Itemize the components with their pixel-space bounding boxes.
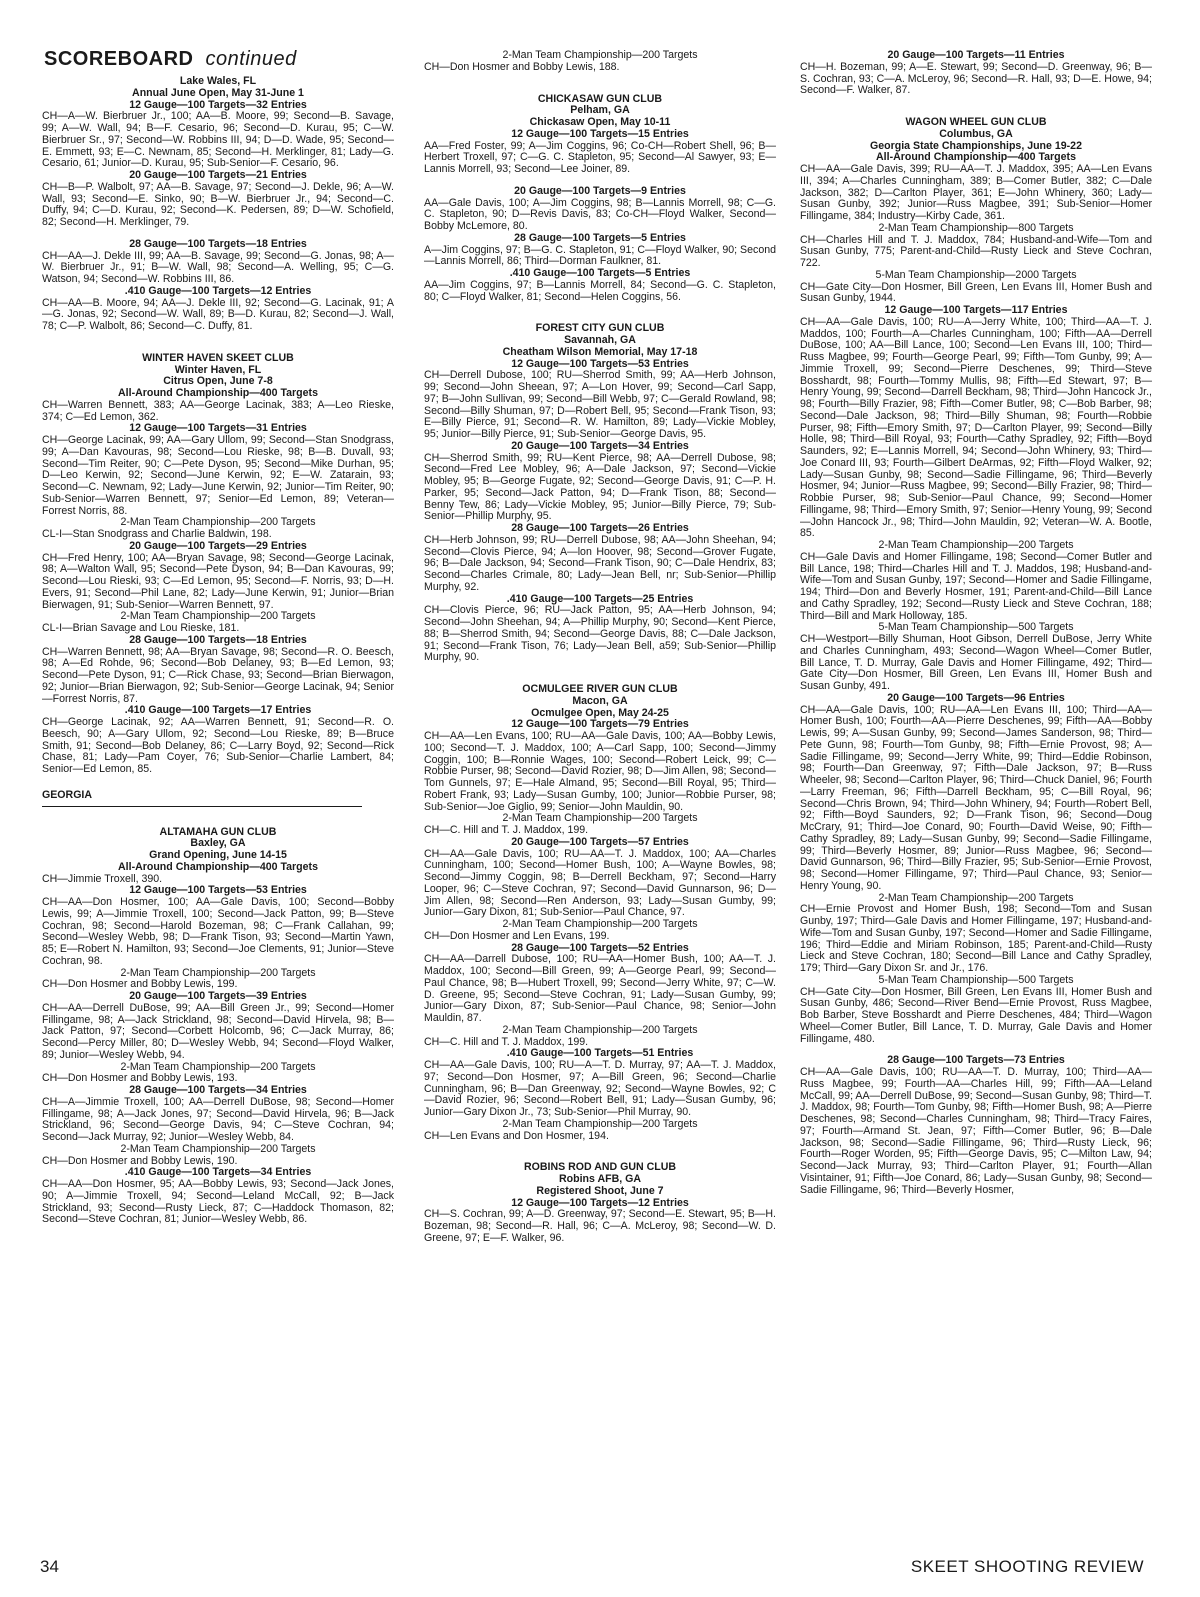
result-paragraph: CH—AA—Derrell DuBose, 99; AA—Bill Green Jr., 99; Second—Homer Fillingame, 98; A—Jack Strickland, 98; Second—David Hirvela, 98; B—Jack Patton, 97; Second—Corbett Holcomb, 96; C—Jack Murray, 86; Second—Percy Miller, 80; D—Wesley Webb, 94; Second—Floyd Walker, 89; Junior—Wesley Webb, 94.: [42, 1001, 394, 1061]
team-championship-heading: 5-Man Team Championship—2000 Targets: [875, 268, 1077, 281]
result-paragraph: CH—AA—Len Evans, 100; RU—AA—Gale Davis, 100; AA—Bobby Lewis, 100; Second—T. J. Maddox, 100; A—Carl Sapp, 100; Second—Jimmy Coggin, 100; B—Ronnie Wages, 100; Second—Robert Leick, 99; C—Robbie Purser, 98; Second—David Rozier, 98; D—Jim Allen, 98; Second—Tom Gunnels, 97; E—Hale Almand, 95; Second—Bill Royal, 95; Third—Robert Frank, 93; Lady—Susan Gumby, 100; Junior—Robbie Purser, 98; Sub-Senior—Joe Giglio, 99; Senior—John Mauldin, 90.: [424, 730, 776, 813]
result-paragraph: CH—Ernie Provost and Homer Bush, 198; Second—Tom and Susan Gunby, 197; Third—Gale Davis and Homer Fillingame, 197; Husband-and-Wife—Tom and Susan Gunby, 197; Second—Homer and Sadie Fillingame, 196; Third—Eddie and Miriam Robinson, 185; Parent-and-Child—Rusty Lieck and Steve Cochran, 180; Second—Bill Lance and Cathy Spradley, 179; Third—Gary Dixon Sr. and Jr., 176.: [800, 903, 1152, 974]
section-heading: Macon, GA: [572, 694, 628, 707]
section-heading: 28 Gauge—100 Targets—34 Entries: [129, 1084, 307, 1096]
team-championship-heading: 2-Man Team Championship—200 Targets: [120, 1142, 316, 1155]
result-paragraph: CH—A—Jimmie Troxell, 100; AA—Derrell DuBose, 98; Second—Homer Fillingame, 98; A—Jack Jones, 97; Second—David Hirvela, 96; B—Jack Strickland, 96; Second—George Davis, 94; C—Steve Cochran, 94; Second—Jack Murray, 92; Junior—Wesley Webb, 84.: [42, 1095, 394, 1143]
section-heading: 12 Gauge—100 Targets—79 Entries: [511, 718, 689, 731]
section-heading: 20 Gauge—100 Targets—96 Entries: [887, 691, 1065, 704]
result-paragraph: CL-I—Brian Savage and Lou Rieske, 181.: [42, 622, 240, 634]
result-paragraph: AA—Gale Davis, 100; A—Jim Coggins, 98; B—Lannis Morrell, 98; C—G. C. Stapleton, 90; D—Revis Davis, 83; Co-CH—Floyd Walker, Second—Bobby McLemore, 80.: [424, 196, 776, 232]
section-heading: Cheatham Wilson Memorial, May 17-18: [502, 345, 698, 358]
result-paragraph: CH—Warren Bennett, 98; AA—Bryan Savage, 98; Second—R. O. Beesch, 98; A—Ed Rohde, 96; Second—Bob Delaney, 93; B—Ed Lemon, 93; Second—Pete Dyson, 91; C—Rick Chase, 93; Second—Brian Bierwagon, 92; Junior—Brian Bierwagon, 92; Sub-Senior—George Lacinak, 94; Senior—Forrest Norris, 87.: [42, 645, 394, 705]
result-paragraph: CH—AA—Gale Davis, 100; RU—AA—T. D. Murray, 100; Third—AA—Russ Magbee, 99; Fourth—AA—Charles Hill, 99; Fifth—AA—Leland McCall, 99; AA—Derrell DuBose, 99; Second—Susan Gunby, 98; Third—T. J. Maddox, 98; Fourth—Tom Gunby, 98; Fifth—Homer Bush, 98; A—Pierre Deschenes, 98; Second—Charles Cunningham, 98; Third—Tracy Faires, 97; Fourth—Armand St. Jean, 97; Fifth—Comer Butler, 96; B—Dale Jackson, 98; Second—Sadie Fillingame, 96; Third—Rusty Lieck, 96; Fourth—Roger Worden, 95; Fifth—George Davis, 95; C—Milton Law, 94; Second—Jack Murray, 93; Third—Carlton Player, 91; Fourth—Allan Visintainer, 91; Fifth—Joe Conard, 86; Lady—Susan Gunby, 98; Second—Sadie Fillingame, 96; Third—Beverly Hosmer,: [800, 1066, 1152, 1196]
result-paragraph: CH—AA—Gale Davis, 100; RU—A—Jerry White, 100; Third—AA—T. J. Maddos, 100; Fourth—A—Charles Cunningham, 100; Fifth—AA—Derrell DuBose, 100; AA—Bill Lance, 100; Second—Len Evans III, 100; Third—Russ Magbee, 99; Fourth—George Pearl, 99; Fifth—Tom Gunby, 99; A—Jimmie Troxell, 99; Second—Pierre Deschenes, 99; Third—Steve Bosshardt, 98; Fourth—Tommy Mullis, 98; Fifth—Ed Stewart, 97; B—Henry Young, 99; Second—Darrell Beckham, 98; Third—John Hancock Jr., 98; Fourth—Billy Frazier, 98; Fifth—Comer Butler, 98; C—Bob Barber, 98; Second—Dale Jackson, 98; Third—Billy Shuman, 98; Fourth—Robbie Purser, 98; Fifth—Emory Smith, 97; D—Carlton Player, 99; Second—Billy Holle, 98; Third—Bill Royal, 93; Fourth—Cathy Spradley, 92; Fifth—Boyd Saunders, 92; E—Lannis Morrell, 94; Second—John Whinery, 93; Third—Joe Conard III, 93; Fourth—Gilbert DeArmas, 92; Fifth—Floyd Walker, 92; Lady—Susan Gunby, 98; Second—Sadie Fillingame, 96; Third—Beverly Hosmer, 94; Junior—Russ Magbee, 99; Second—Billy Frazier, 98; Third—Robbie Purser, 98; Sub-Senior—Paul Chance, 99; Second—Homer Fillingame, 98; Third—Emory Smith, 97; Senior—Henry Young, 99; Second—John Hancock Jr., 98; Third—John Mauldin, 92; Veteran—W. A. Bootle, 85.: [800, 315, 1152, 540]
section-heading: Winter Haven, FL: [174, 363, 262, 376]
section-heading: 12 Gauge—100 Targets—117 Entries: [884, 304, 1068, 316]
result-paragraph: CH—George Lacinak, 92; AA—Warren Bennett, 91; Second—R. O. Beesch, 90; A—Gary Ullom, 92; Second—Lou Rieske, 89; B—Bruce Smith, 91; Second—Bob Delaney, 86; C—Larry Boyd, 92; Second—Rick Chase, 81; Lady—Pam Coyer, 76; Sub-Senior—Charlie Lambert, 84; Senior—Ed Lemon, 85.: [42, 716, 394, 775]
club-heading: CHICKASAW GUN CLUB: [537, 92, 663, 105]
section-heading: 28 Gauge—100 Targets—5 Entries: [514, 231, 686, 244]
club-heading: FOREST CITY GUN CLUB: [535, 322, 665, 335]
section-heading: Citrus Open, June 7-8: [163, 375, 273, 388]
section-heading: 12 Gauge—100 Targets—31 Entries: [129, 422, 307, 435]
result-paragraph: CH—Don Hosmer and Bobby Lewis, 199.: [42, 978, 238, 991]
section-heading: Grand Opening, June 14-15: [149, 849, 287, 861]
team-championship-heading: 2-Man Team Championship—200 Targets: [878, 891, 1074, 904]
page-number: 34: [40, 1557, 59, 1576]
result-paragraph: CH—Gate City—Don Hosmer, Bill Green, Len Evans III, Homer Bush and Susan Gunby, 486; Second—River Bend—Ernie Provost, Russ Magbee, Bob Barber, Steve Bosshardt and Pierre Deschenes, 484; Third—Wagon Wheel—Comer Butler, Bill Lance, T. D. Murray, Gale Davis and Homer Fillingame, 480.: [800, 985, 1152, 1045]
result-paragraph: CH—AA—Gale Davis, 100; RU—AA—T. J. Maddox, 100; AA—Charles Cunningham, 100; Second—Homer Bush, 100; A—Wayne Bowles, 98; Second—Jimmy Coggin, 98; B—Derrell Beckham, 97; Second—Harry Looper, 96; C—Steve Cochran, 97; Second—David Gunnarson, 96; D—Jim Allen, 98; Second—Ren Anderson, 93; Lady—Susan Gumby, 99; Junior—Gary Dixon, 81; Sub-Senior—Paul Chance, 97.: [424, 847, 776, 919]
page-title-main: SCOREBOARD: [44, 48, 194, 70]
section-heading: All-Around Championship—400 Targets: [876, 151, 1076, 164]
section-heading: 12 Gauge—100 Targets—53 Entries: [511, 357, 689, 370]
result-paragraph: CH—H. Bozeman, 99; A—E. Stewart, 99; Second—D. Greenway, 96; B—S. Cochran, 93; C—A. McLeroy, 96; Second—R. Hall, 93; D—E. Howe, 94; Second—F. Walker, 87.: [800, 60, 1152, 97]
section-heading: .410 Gauge—100 Targets—12 Entries: [124, 284, 312, 297]
result-paragraph: CH—Herb Johnson, 99; RU—Derrell Dubose, 98; AA—John Sheehan, 94; Second—Clovis Pierce, 94; A—lon Hoover, 98; Second—Grover Fugate, 96; B—Dale Jackson, 94; Second—Frank Tison, 90; C—Dale Hendrix, 83; Second—Charles Crimale, 80; Lady—Jean Bell, nr; Sub-Senior—Phillip Murphy, 92.: [424, 533, 776, 593]
section-heading: Savannah, GA: [564, 334, 636, 346]
section-heading: 20 Gauge—100 Targets—34 Entries: [511, 439, 689, 452]
section-heading: 28 Gauge—100 Targets—73 Entries: [887, 1054, 1065, 1067]
section-heading: Registered Shoot, June 7: [536, 1184, 664, 1197]
result-paragraph: CH—AA—Don Hosmer, 100; AA—Gale Davis, 100; Second—Bobby Lewis, 99; A—Jimmie Troxell, 100; Second—Jack Patton, 99; B—Steve Cochran, 98; Second—Harold Bozeman, 98; C—Frank Callahan, 99; Second—Wesley Webb, 98; D—Frank Tison, 93; Second—Martin Yawn, 85; E—Robert N. Hamilton, 93; Second—Joe Clements, 91; Junior—Steve Cochran, 98.: [42, 896, 394, 967]
club-heading: ROBINS ROD AND GUN CLUB: [523, 1161, 677, 1174]
result-paragraph: CH—AA—Gale Davis, 100; RU—A—T. D. Murray, 97; AA—T. J. Maddox, 97; Second—Don Hosmer, 97; A—Bill Green, 96; Second—Charlie Cunningham, 96; B—Dan Greenway, 92; Second—Wayne Bowles, 92; C—David Rozier, 96; Second—Robert Bell, 91; Lady—Susan Gumby, 96; Junior—Gary Dixon Jr., 73; Sub-Senior—Phil Murray, 90.: [424, 1059, 776, 1118]
section-heading: 12 Gauge—100 Targets—12 Entries: [511, 1196, 689, 1209]
region-heading: GEORGIA: [42, 790, 362, 807]
section-heading: Baxley, GA: [190, 837, 246, 850]
team-championship-heading: 2-Man Team Championship—800 Targets: [878, 221, 1074, 234]
section-heading: .410 Gauge—100 Targets—51 Entries: [506, 1047, 694, 1060]
result-paragraph: CH—AA—Gale Davis, 100; RU—AA—Len Evans III, 100; Third—AA—Homer Bush, 100; Fourth—AA—Pierre Deschenes, 99; Fifth—AA—Bobby Lewis, 99; A—Susan Gunby, 99; Second—James Sanderson, 98; Third—Pete Gunn, 98; Fourth—Tom Gunby, 98; Fifth—Ernie Provost, 98; A—Sadie Fillingame, 99; Second—Jerry White, 99; Third—Eddie Robinson, 98; Fourth—Dan Greenway, 97; Fifth—Dale Jackson, 97; B—Russ Wheeler, 98; Second—Carlton Player, 96; Third—Chuck Daniel, 96; Fourth—Larry Freeman, 96; Fifth—Darrell Beckham, 95; C—Bill Royal, 96; Second—Chris Brown, 94; Third—John Whinery, 94; Fourth—Robert Bell, 92; Fifth—Boyd Saunders, 92; D—Frank Tison, 96; Second—Doug McCrary, 91; Third—Joe Conard, 90; Fourth—David Weise, 90; Fifth—Cathy Spradley, 89; Lady—Susan Gunby, 99; Second—Sadie Fillingame, 99; Third—Beverly Hosmer, 89; Junior—Russ Magbee, 96; Second—David Gunnarson, 96; Third—Billy Frazier, 95; Sub-Senior—Ernie Provost, 98; Second—Homer Fillingame, 97; Third—Paul Chance, 93; Senior—Henry Young, 90.: [800, 703, 1152, 892]
team-championship-heading: 2-Man Team Championship—200 Targets: [502, 918, 698, 930]
result-paragraph: CH—Derrell Dubose, 100; RU—Sherrod Smith, 99; AA—Herb Johnson, 99; Second—John Sheean, 97; A—Lon Hover, 99; Second—Carl Sapp, 97; B—John Sullivan, 99; Second—Bill Webb, 97; C—Gerald Rowland, 98; Second—Billy Shuman, 97; D—Robert Bell, 95; Second—Frank Tison, 93; E—Billy Pierce, 91; Second—R. W. Hamilton, 89; Lady—Vickie Mobley, 95; Junior—Billy Pierce, 91; Sub-Senior—George Davis, 95.: [424, 369, 776, 440]
section-heading: 28 Gauge—100 Targets—26 Entries: [511, 522, 689, 534]
section-heading: 12 Gauge—100 Targets—32 Entries: [129, 98, 307, 111]
section-heading: Georgia State Championships, June 19-22: [870, 139, 1082, 152]
result-paragraph: CH—C. Hill and T. J. Maddox, 199.: [424, 1035, 589, 1048]
result-paragraph: CH—George Lacinak, 99; AA—Gary Ullom, 99; Second—Stan Snodgrass, 99; A—Dan Kavouras, 98; Second—Lou Rieske, 98; B—B. Duvall, 93; Second—Tim Reiter, 90; C—Pete Dyson, 95; Second—Mike Durhan, 95; D—Leo Kerwin, 92; Second—June Kerwin, 92; E—W. Zatarain, 93; Second—C. Newnam, 92; Lady—June Kerwin, 92; Junior—Tim Reiter, 90; Sub-Senior—Warren Bennett, 97; Senior—Ed Lemon, 89; Veteran—Forrest Norris, 88.: [42, 434, 394, 517]
team-championship-heading: 2-Man Team Championship—200 Targets: [878, 539, 1074, 551]
result-paragraph: CH—Don Hosmer and Bobby Lewis, 190.: [42, 1154, 238, 1167]
page-title: [44, 48, 297, 71]
result-paragraph: A—Jim Coggins, 97; B—G. C. Stapleton, 91; C—Floyd Walker, 90; Second—Lannis Morrell, 86; Third—Dorman Faulkner, 81.: [424, 243, 776, 268]
result-paragraph: CH—Westport—Billy Shuman, Hoot Gibson, Derrell DuBose, Jerry White and Charles Cunningham, 493; Second—Wagon Wheel—Comer Butler, Bill Lance, T. D. Murray, Gale Davis and Homer Fillingame, 492; Third—Gate City—Don Hosmer, Bill Green, Len Evans III, Homer Bush and Susan Gunby, 491.: [800, 633, 1152, 692]
section-heading: 28 Gauge—100 Targets—52 Entries: [511, 941, 689, 954]
result-paragraph: CH—Don Hosmer and Len Evans, 199.: [424, 929, 610, 942]
text-column-1: [42, 76, 394, 1226]
section-heading: .410 Gauge—100 Targets—25 Entries: [506, 592, 694, 605]
result-paragraph: CH—Sherrod Smith, 99; RU—Kent Pierce, 98; AA—Derrell Dubose, 98; Second—Fred Lee Mobley, 96; A—Dale Jackson, 97; Second—Vickie Mobley, 95; B—George Fugate, 92; Second—George Davis, 91; C—P. H. Parker, 95; Second—Jack Patton, 94; D—Frank Tison, 88; Second—Benny Tew, 86; Lady—Vickie Mobley, 95; Junior—Billy Pierce, 79; Sub-Senior—Phillip Murphy, 95.: [424, 451, 776, 523]
result-paragraph: CH—Don Hosmer and Bobby Lewis, 193.: [42, 1072, 238, 1085]
section-heading: Ocmulgee Open, May 24-25: [531, 706, 669, 719]
result-paragraph: CH—AA—Gale Davis, 399; RU—AA—T. J. Maddox, 395; AA—Len Evans III, 394; A—Charles Cunningham, 389; B—Comer Butler, 382; C—Dale Jackson, 382; D—Carlton Player, 361; E—John Whinery, 360; Lady—Susan Gunby, 392; Junior—Russ Magbee, 391; Sub-Senior—Homer Fillingame, 384; Industry—Kirby Cade, 361.: [800, 163, 1152, 222]
result-paragraph: CH—Don Hosmer and Bobby Lewis, 188.: [424, 60, 620, 73]
section-heading: 20 Gauge—100 Targets—29 Entries: [129, 539, 307, 552]
result-paragraph: CH—Len Evans and Don Hosmer, 194.: [424, 1129, 609, 1142]
section-heading: .410 Gauge—100 Targets—34 Entries: [124, 1166, 312, 1179]
team-championship-heading: 2-Man Team Championship—200 Targets: [120, 610, 316, 623]
team-championship-heading: 5-Man Team Championship—500 Targets: [878, 973, 1074, 986]
result-paragraph: CL-I—Stan Snodgrass and Charlie Baldwin, 198.: [42, 528, 272, 540]
result-paragraph: CH—Clovis Pierce, 96; RU—Jack Patton, 95; AA—Herb Johnson, 94; Second—John Sheehan, 94; A—Phillip Murphy, 90; Second—Kent Pierce, 88; B—Sherrod Smith, 94; Second—George Davis, 88; C—Dale Jackson, 91; Second—Frank Tison, 76; Lady—Jean Bell, a59; Sub-Senior—Phillip Murphy, 90.: [424, 604, 776, 664]
section-heading: Robins AFB, GA: [559, 1173, 641, 1185]
result-paragraph: CH—Warren Bennett, 383; AA—George Lacinak, 383; A—Leo Rieske, 374; C—Ed Lemon, 362.: [42, 398, 394, 423]
team-championship-heading: 2-Man Team Championship—200 Targets: [502, 812, 698, 825]
section-heading: 20 Gauge—100 Targets—39 Entries: [129, 990, 307, 1002]
result-paragraph: CH—Charles Hill and T. J. Maddox, 784; Husband-and-Wife—Tom and Susan Gunby, 775; Parent-and-Child—Rusty Lieck and Steve Cochran, 722.: [800, 233, 1152, 269]
section-heading: All-Around Championship—400 Targets: [118, 860, 318, 873]
section-heading: 28 Gauge—100 Targets—18 Entries: [129, 237, 307, 250]
result-paragraph: CH—Jimmie Troxell, 390.: [42, 872, 163, 885]
team-championship-heading: 2-Man Team Championship—200 Targets: [120, 966, 316, 979]
section-heading: Pelham, GA: [570, 104, 630, 117]
result-paragraph: CH—C. Hill and T. J. Maddox, 199.: [424, 824, 589, 836]
result-paragraph: AA—Fred Foster, 99; A—Jim Coggins, 96; Co-CH—Robert Shell, 96; B—Herbert Troxell, 97; C—G. C. Stapleton, 95; Second—Al Sawyer, 93; E—Lannis Morrell, 93; Second—Lee Joiner, 89.: [424, 139, 776, 175]
section-heading: 12 Gauge—100 Targets—15 Entries: [511, 127, 689, 140]
section-heading: Chickasaw Open, May 10-11: [529, 116, 671, 128]
section-heading: 12 Gauge—100 Targets—53 Entries: [129, 884, 307, 897]
result-paragraph: CH—AA—J. Dekle III, 99; AA—B. Savage, 99; Second—G. Jonas, 98; A—W. Bierbruer Jr., 91; B—W. Wall, 98; Second—A. Welling, 95; C—G. Watson, 94; Second—W. Robbins III, 86.: [42, 249, 394, 285]
section-heading: 20 Gauge—100 Targets—57 Entries: [511, 835, 689, 848]
section-heading: 20 Gauge—100 Targets—11 Entries: [887, 49, 1065, 61]
result-paragraph: CH—Gate City—Don Hosmer, Bill Green, Len Evans III, Homer Bush and Susan Gunby, 1944.: [800, 280, 1152, 305]
team-championship-heading: 2-Man Team Championship—200 Targets: [502, 49, 698, 61]
result-paragraph: CH—AA—B. Moore, 94; AA—J. Dekle III, 92; Second—G. Lacinak, 91; A—G. Jonas, 92; Second—W. Wall, 89; B—D. Kurau, 82; Second—J. Wall, 78; C—P. Walbolt, 86; Second—C. Duffy, 81.: [42, 296, 394, 332]
team-championship-heading: 2-Man Team Championship—200 Targets: [502, 1023, 698, 1036]
club-heading: WAGON WHEEL GUN CLUB: [905, 116, 1047, 128]
text-column-3: [800, 50, 1152, 1196]
result-paragraph: CH—A—W. Bierbruer Jr., 100; AA—B. Moore, 99; Second—B. Savage, 99; A—W. Wall, 94; B—F. Cesario, 96; Second—D. Kurau, 95; C—W. Bierbruer Sr., 97; Second—W. Robbins III, 94; D—D. Wade, 95; Second—E. Emmett, 93; E—C. Newnam, 85; Second—H. Merklinger, 81; Lady—G. Cesario, 61; Junior—D. Kurau, 95; Sub-Senior—F. Cesario, 96.: [42, 110, 394, 170]
text-column-2: [424, 50, 776, 1245]
result-paragraph: CH—S. Cochran, 99; A—D. Greenway, 97; Second—E. Stewart, 95; B—H. Bozeman, 98; Second—R. Hall, 96; C—A. McLeroy, 98; Second—W. D. Greene, 97; E—F. Walker, 96.: [424, 1208, 776, 1244]
section-heading: 20 Gauge—100 Targets—21 Entries: [129, 169, 307, 181]
result-paragraph: CH—AA—Darrell Dubose, 100; RU—AA—Homer Bush, 100; AA—T. J. Maddox, 100; Second—Bill Green, 99; A—George Pearl, 99; Second—Paul Chance, 98; B—Hubert Troxell, 99; Second—Jerry White, 97; C—W. D. Greene, 95; Second—Steve Cochran, 91; Lady—Susan Gumby, 99; Junior—Gary Dixon, 87; Sub-Senior—Paul Chance, 98; Senior—John Mauldin, 87.: [424, 953, 776, 1024]
club-heading: Lake Wales, FL: [179, 75, 257, 87]
section-heading: Columbus, GA: [939, 127, 1013, 140]
team-championship-heading: 2-Man Team Championship—200 Targets: [120, 516, 316, 529]
team-championship-heading: 2-Man Team Championship—200 Targets: [502, 1117, 698, 1130]
result-paragraph: CH—B—P. Walbolt, 97; AA—B. Savage, 97; Second—J. Dekle, 96; A—W. Wall, 93; Second—E. Sinko, 90; B—W. Bierbruer Jr., 94; Second—C. Duffy, 94; C—D. Kurau, 92; Second—K. Pedersen, 89; D—W. Schofield, 82; Second—H. Merklinger, 79.: [42, 180, 394, 228]
club-heading: ALTAMAHA GUN CLUB: [159, 825, 277, 838]
result-paragraph: CH—AA—Don Hosmer, 95; AA—Bobby Lewis, 93; Second—Jack Jones, 90; A—Jimmie Troxell, 94; Second—Leland McCall, 92; B—Jack Strickland, 93; Second—Rusty Lieck, 87; C—Haddock Thomason, 82; Second—Steve Cochran, 81; Junior—Wesley Webb, 86.: [42, 1178, 394, 1226]
section-heading: Annual June Open, May 31-June 1: [132, 86, 304, 99]
section-heading: .410 Gauge—100 Targets—17 Entries: [124, 704, 312, 717]
result-paragraph: CH—Gale Davis and Homer Fillingame, 198; Second—Comer Butler and Bill Lance, 198; Third—Charles Hill and T. J. Maddos, 198; Husband-and-Wife—Tom and Susan Gunby, 197; Second—Homer and Sadie Fillingame, 194; Third—Don and Beverly Hosmer, 191; Parent-and-Child—Bill Lance and Cathy Spradley, 192; Second—Rusty Lieck and Steve Cochran, 188; Third—Bill and Mark Holloway, 185.: [800, 550, 1152, 622]
section-heading: All-Around Championship—400 Targets: [118, 387, 318, 399]
page-title-suffix: continued: [205, 48, 297, 70]
section-heading: .410 Gauge—100 Targets—5 Entries: [509, 267, 691, 279]
section-heading: 20 Gauge—100 Targets—9 Entries: [514, 184, 686, 197]
club-heading: OCMULGEE RIVER GUN CLUB: [522, 683, 678, 695]
club-heading: WINTER HAVEN SKEET CLUB: [142, 351, 294, 364]
publication-name: SKEET SHOOTING REVIEW: [910, 1557, 1144, 1576]
team-championship-heading: 5-Man Team Championship—500 Targets: [878, 621, 1074, 634]
result-paragraph: AA—Jim Coggins, 97; B—Lannis Morrell, 84; Second—G. C. Stapleton, 80; C—Floyd Walker, 81; Second—Helen Coggins, 56.: [424, 278, 776, 303]
result-paragraph: CH—Fred Henry, 100; AA—Bryan Savage, 98; Second—George Lacinak, 98; A—Walton Wall, 95; Second—Pete Dyson, 94; B—Dan Kavouras, 99; Second—Lou Rieski, 93; C—Ed Lemon, 95; Second—F. Norris, 93; D—H. Evers, 91; Second—Phil Lane, 82; Lady—June Kerwin, 91; Junior—Brian Bierwagen, 91; Sub-Senior—Warren Bennett, 97.: [42, 551, 394, 611]
team-championship-heading: 2-Man Team Championship—200 Targets: [120, 1060, 316, 1073]
section-heading: 28 Gauge—100 Targets—18 Entries: [129, 633, 307, 646]
